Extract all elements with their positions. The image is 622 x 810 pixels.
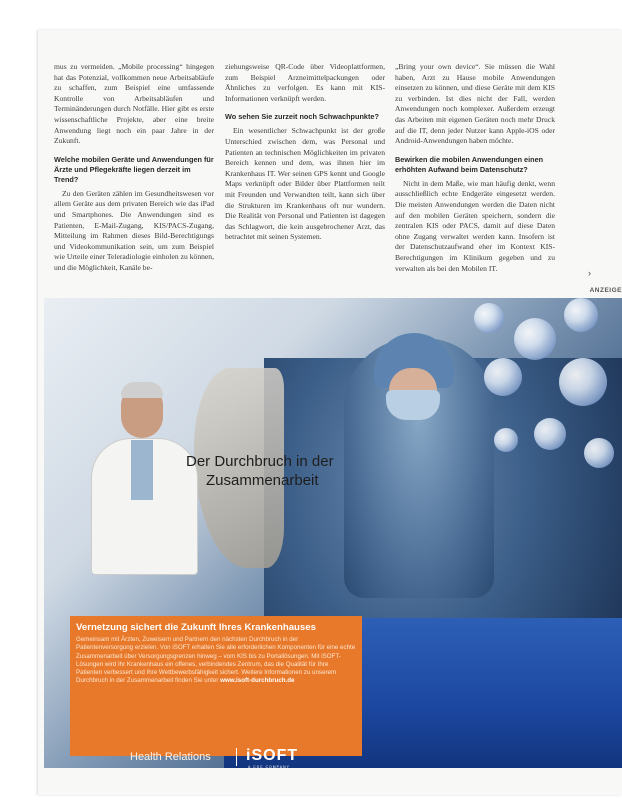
magazine-page — [38, 30, 622, 795]
ad-box-text — [76, 636, 356, 686]
continue-arrow-icon: › — [588, 268, 591, 278]
question-heading: Bewirken die mobilen Anwendungen einen erhöhten Aufwand beim Datenschutz? — [395, 154, 544, 174]
ad-website-link[interactable]: www.isoft-durchbruch.de — [220, 677, 295, 685]
surgical-mask — [386, 390, 440, 420]
paragraph: mus zu vermeiden. „Mobile processing“ hingegen hat das Potenzial, vollkommen neue Arbeitsabläufe zu schaffen, zum Beispiel eine umfassende Kontrolle von Arbeitsabläufen und Terminänderungen durch Notfälle. Hier gibt es erste wissenschaftliche Projekte, aber eine breite Anwendung liegt noch ein paar Jahre in der Zukunft. — [54, 62, 214, 146]
cell-bubbles-illustration — [464, 298, 622, 518]
advertisement — [44, 298, 622, 768]
ad-headline-line: Der Durchbruch in der — [186, 453, 334, 470]
ad-headline — [186, 452, 334, 490]
paragraph: „Bring your own device“. Sie müssen die Wahl haben, Arzt zu Hause mobile Anwendungen einsetzen zu können, und diese Geräte mit dem KIS zu verbinden. Ist dies nicht der Fall, werden Anwendungen noch komplexer. Außerdem erzeugt das Arbeiten mit eigenen Geräten noch mehr Druck auf die IT, denn jeder Nutzer kann Apple-iOS oder Android-Anwendungen haben möchte. — [395, 62, 555, 146]
ad-box-body: Gemeinsam mit Ärzten, Zuweisern und Partnern den nächsten Durchbruch in der Patientenversorgung erzielen. Von iSOFT erhalten Sie alle erforderlichen Komponenten für eine echte Zusammenarbeit über Versorgungsgrenzen hinweg – vom KIS bis zu Portallösungen. Mit iSOFT-Lösungen wird Ihr Krankenhaus ein offenes, verbindendes Zentrum, das die Qualität für Ihre Patienten verbessert und Ihre Wettbewerbsfähigkeit sichert. Weitere Informationen zu unserem Durchbruch in der Zusammenarbeit finden Sie unter — [76, 636, 356, 685]
cell-bubble — [484, 358, 522, 396]
cell-bubble — [584, 438, 614, 468]
text-column-3 — [395, 62, 555, 274]
cell-bubble — [514, 318, 556, 360]
cell-bubble — [494, 428, 518, 452]
ad-box-title: Vernetzung sichert die Zukunft Ihres Krankenhauses — [76, 622, 316, 633]
isoft-logo: iSOFT — [246, 747, 299, 764]
doctor-hair — [121, 382, 163, 398]
question-heading: Wo sehen Sie zurzeit noch Schwachpunkte? — [225, 112, 379, 122]
brand-tagline: Health Relations — [130, 751, 211, 763]
doctor-figure — [86, 368, 201, 573]
brand-divider — [236, 748, 237, 766]
cell-bubble — [559, 358, 607, 406]
ad-headline-line: Zusammenarbeit — [206, 472, 319, 489]
cell-bubble — [564, 298, 598, 332]
paragraph: ziehungsweise QR-Code über Videoplattformen, zum Beispiel Arzneimittelpackungen oder Ähnliches zu verfolgen. Es kann mit KIS-Informationen verknüpft werden. — [225, 62, 385, 103]
isoft-logo-subline: A CSC COMPANY — [248, 765, 290, 768]
text-column-1 — [54, 62, 214, 274]
paragraph: Zu den Geräten zählen im Gesundheitswesen vor allem Geräte aus dem privaten Bereich wie das iPad und Smartphones. Die Anwendungen sind es Patienten, E-Mail-Zugang, KIS/PACS-Zugang, Mitteilung im Rahmen dieses Bild-Berechtigungs und Videokommunikation sein, um zum Beispiel wie Urteile einer Teleradiologie einholen zu können, und die Möglichkeit, Kanäle be- — [54, 188, 214, 272]
text-column-2 — [225, 62, 385, 243]
paragraph: Ein wesentlicher Schwachpunkt ist der große Unterschied zwischen dem, was Personal und Patienten an technischen Möglichkeiten im privaten Bereich kennen und dem, was ihnen hier im Krankenhaus IT. Wer seinen GPS kennt und Google Maps verknüpft oder Bilder über Plattformen teilt mit Freunden und Verwandten teilt, kann sich über die Strukturen im Krankenhaus oft nur wundern. Die Realität von Personal und Patienten ist dagegen das Schlagwort, die kein ausgebrochener Arzt, das betrachtet mit seinen Systemen. — [225, 126, 385, 242]
cell-bubble — [534, 418, 566, 450]
cell-bubble — [474, 303, 504, 333]
advertisement-label: ANZEIGE — [589, 287, 622, 294]
ad-text-box — [70, 616, 362, 756]
doctor-shirt — [131, 440, 153, 500]
paragraph: Nicht in dem Maße, wie man häufig denkt, wenn ausschließlich echte Endgeräte eingesetzt werden. Die meisten Anwendungen werden die Daten nicht auf den mobilen Geräten speichern, sondern die zentralen KIS oder PACS, damit auf diese Daten ohne Zugang verwaltet werden kann. Insofern ist der Datenschutzaufwand eher im Kontext KIS-Berechtigungen im Klinikum gegeben und zu verwalten als bei den Mobilen IT. — [395, 178, 555, 273]
question-heading: Welche mobilen Geräte und Anwendungen für Ärzte und Pflegekräfte liegen derzeit im Trend? — [54, 154, 214, 184]
